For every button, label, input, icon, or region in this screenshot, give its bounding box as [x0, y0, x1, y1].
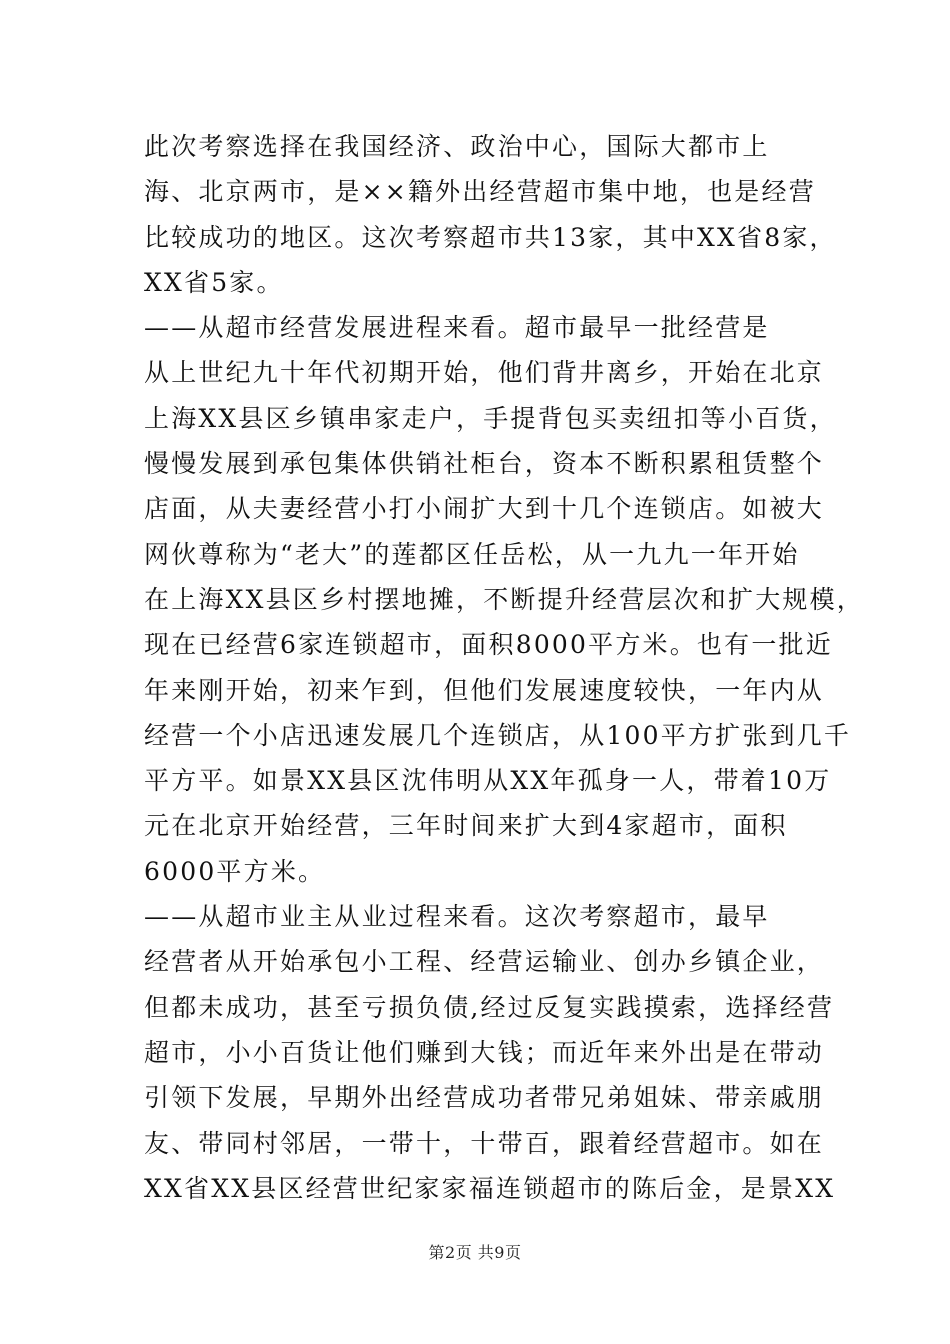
text-line: 比较成功的地区。这次考察超市共13家，其中XX省8家， [144, 222, 837, 252]
text-line: XX省XX县区经营世纪家家福连锁超市的陈后金，是景XX [144, 1173, 836, 1203]
text-line: 上海XX县区乡镇串家走户，手提背包买卖纽扣等小百货， [144, 403, 837, 433]
text-line: 现在已经营6家连锁超市，面积8000平方米。也有一批近 [144, 630, 833, 660]
text-line: 年来刚开始，初来乍到，但他们发展速度较快，一年内从 [144, 675, 825, 705]
text-line: 元在北京开始经营，三年时间来扩大到4家超市，面积 [144, 811, 788, 841]
text-line: 超市，小小百货让他们赚到大钱；而近年来外出是在带动 [144, 1037, 825, 1067]
text-line: ——从超市业主从业过程来看。这次考察超市，最早 [144, 902, 770, 932]
page-number-label: 第2页 共9页 [428, 1243, 522, 1262]
text-line: 经营者从开始承包小工程、经营运输业、创办乡镇企业， [144, 947, 825, 977]
text-line: 海、北京两市，是××籍外出经营超市集中地，也是经营 [144, 177, 816, 207]
text-line: 从上世纪九十年代初期开始，他们背井离乡，开始在北京 [144, 358, 825, 388]
text-line: 引领下发展，早期外出经营成功者带兄弟姐妹、带亲戚朋 [144, 1083, 825, 1113]
text-line: 慢慢发展到承包集体供销社柜台，资本不断积累租赁整个 [144, 449, 825, 479]
text-line: XX省5家。 [144, 267, 284, 297]
text-line: 网伙尊称为“老大”的莲都区任岳松，从一九九一年开始 [144, 539, 800, 569]
page-footer [0, 1240, 950, 1263]
text-line: 友、带同村邻居，一带十，十带百，跟着经营超市。如在 [144, 1128, 825, 1158]
text-line: ——从超市经营发展进程来看。超市最早一批经营是 [144, 313, 770, 343]
text-line: 店面，从夫妻经营小打小闹扩大到十几个连锁店。如被大 [144, 494, 825, 524]
text-line: 在上海XX县区乡村摆地摊，不断提升经营层次和扩大规模， [144, 584, 864, 614]
text-line: 此次考察选择在我国经济、政治中心，国际大都市上 [144, 132, 770, 161]
text-line: 但都未成功，甚至亏损负债,经过反复实践摸索，选择经营 [144, 992, 835, 1022]
text-line: 经营一个小店迅速发展几个连锁店，从100平方扩张到几千 [144, 720, 852, 750]
document-body [144, 124, 864, 1211]
text-line: 6000平方米。 [144, 856, 326, 886]
text-line: 平方平。如景XX县区沈伟明从XX年孤身一人，带着10万 [144, 766, 832, 796]
